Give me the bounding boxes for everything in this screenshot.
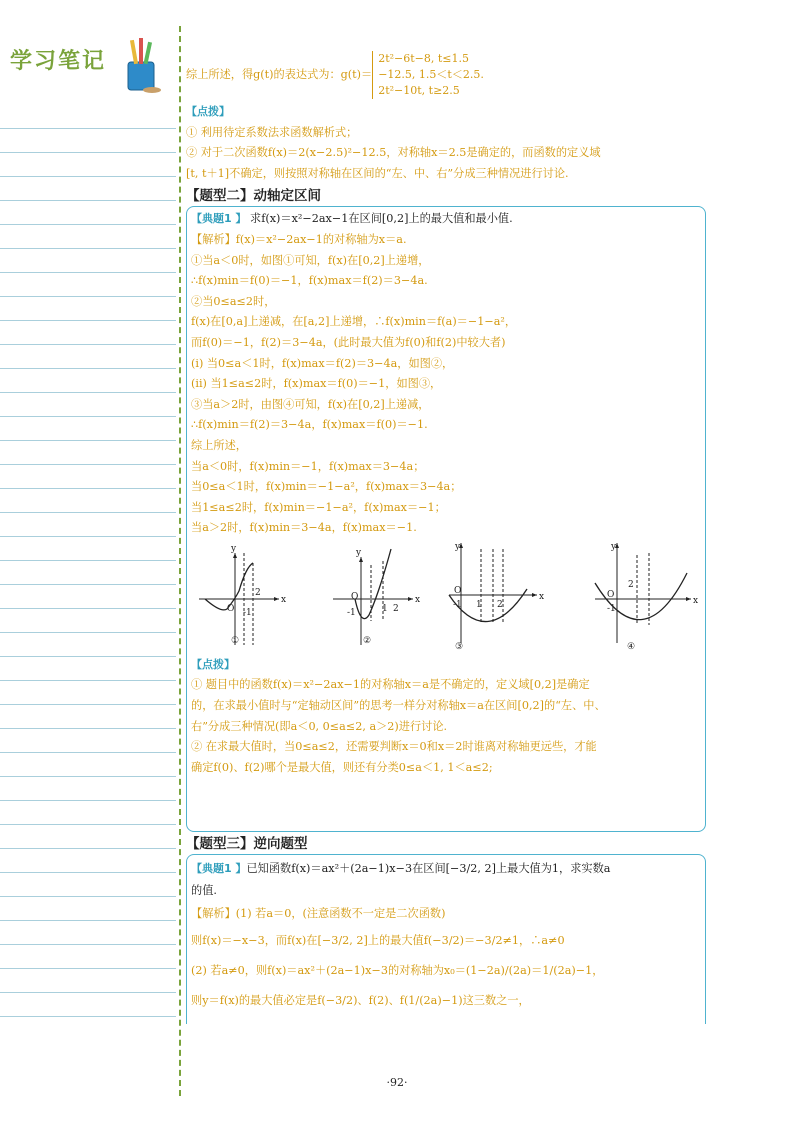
graph-2 (333, 548, 420, 646)
graph-3 (449, 543, 544, 652)
solution-line: f(x)在[0,a]上递减，在[a,2]上递增，∴f(x)min＝f(a)＝−1−a²， (191, 315, 517, 329)
solution-block (191, 230, 701, 539)
tip-label: 【点拨】 (186, 105, 230, 118)
axis-y-label: y (231, 543, 237, 554)
solution-line: (i) 当0≤a＜1时，f(x)max＝f(2)＝3−4a，如图②， (191, 356, 454, 370)
tip-line: 的，在求最小值时与“定轴动区间”的思考一样分对称轴x＝a在区间[0,2]的“左、中、 (191, 699, 606, 713)
piecewise-cases (372, 51, 480, 99)
solution-line: (2) 若a≠0，则f(x)＝ax²＋(2a−1)x−3的对称轴为x₀＝(1−2a)/(2a)＝1/(2a)−1， (191, 963, 604, 977)
tip-1: ① 利用待定系数法求函数解析式； (186, 125, 358, 139)
origin-label: O (607, 589, 615, 600)
summary-prefix: 综上所述，得g(t)的表达式为：g(t)＝ (186, 68, 373, 81)
margin-divider (179, 26, 181, 1096)
tip-2b: [t, t＋1]不确定，则按照对称轴在区间的“左、中、右”分成三种情况进行讨论. (186, 166, 569, 180)
example-text: 已知函数f(x)＝ax²＋(2a−1)x−3在区间[−3/2, 2]上最大值为1，求实数a (246, 862, 611, 876)
solution-line: 则f(x)＝−x−3，而f(x)在[−3/2, 2]上的最大值f(−3/2)＝−3/2≠1，∴a≠0 (191, 933, 565, 947)
tick-label: 2 (255, 587, 261, 598)
example-text-2: 的值. (191, 884, 217, 898)
section-3-heading: 【题型三】逆向题型 (186, 836, 308, 853)
section-2-box (186, 206, 706, 832)
tick-label: -1 (243, 607, 252, 618)
solution-line: 综上所述， (191, 438, 247, 452)
solution-line: ①当a＜0时，如图①可知，f(x)在[0,2]上递增， (191, 253, 430, 267)
solution-line: 当a＞2时，f(x)min＝3−4a，f(x)max＝−1. (191, 521, 417, 535)
tick-label: 1 (476, 599, 482, 610)
solution-line: ③当a＞2时，由图④可知，f(x)在[0,2]上递减， (191, 397, 430, 411)
tip-line: 右”分成三种情况(即a＜0, 0≤a≤2, a＞2)进行讨论. (191, 719, 448, 733)
tick-label: 2 (497, 599, 503, 610)
origin-label: O (454, 585, 462, 596)
axis-x-label: x (415, 594, 421, 605)
pencil-cup-icon (118, 36, 164, 94)
solution-line: 当1≤a≤2时，f(x)min＝−1−a²，f(x)max＝−1； (191, 500, 446, 514)
tip-2a: ② 对于二次函数f(x)＝2(x−2.5)²−12.5，对称轴x＝2.5是确定的，而函数的定义域 (186, 146, 601, 160)
graphs-row (191, 543, 701, 653)
page-number: ·92· (386, 1076, 408, 1089)
section-3-box (186, 854, 706, 1024)
example-label: 【典题1 】 (191, 212, 247, 226)
cases-suffix: . (480, 68, 484, 81)
tick-label: -1 (607, 603, 616, 614)
case-2: −12.5, 1.5＜t＜2.5 (378, 68, 481, 81)
tip-line: ① 题目中的函数f(x)＝x²−2ax−1的对称轴x＝a是不确定的，定义域[0,2]是确定 (191, 678, 590, 692)
section-2-heading: 【题型二】动轴定区间 (186, 188, 321, 205)
solution-line: 【解析】f(x)＝x²−2ax−1的对称轴为x＝a. (191, 232, 407, 246)
tick-label: -1 (347, 607, 356, 618)
tick-label: 2 (393, 603, 399, 614)
solution-line: 而f(0)＝−1，f(2)＝3−4a，(此时最大值为f(0)和f(2)中较大者) (191, 335, 506, 349)
tick-label: 2 (628, 579, 634, 590)
notes-margin (0, 0, 180, 1122)
tip-line: ② 在求最大值时，当0≤a≤2，还需要判断x＝0和x＝2时谁离对称轴更远些，才能 (191, 740, 597, 754)
solution-line: 【解析】(1) 若a＝0，(注意函数不一定是二次函数) (191, 906, 446, 920)
solution-line: ∴f(x)min＝f(0)＝−1，f(x)max＝f(2)＝3−4a. (191, 274, 428, 288)
graph-3-label: ③ (455, 641, 464, 652)
summary-line (186, 48, 706, 102)
origin-label: O (351, 591, 359, 602)
axis-x-label: x (281, 594, 287, 605)
tip-line: 确定f(0)、f(2)哪个是最大值，则还有分类0≤a＜1, 1＜a≤2; (191, 760, 493, 774)
axis-y-label: y (356, 547, 362, 558)
graph-1-label: ① (231, 635, 240, 646)
main-content (186, 48, 706, 1024)
solution-line: (ii) 当1≤a≤2时，f(x)max＝f(0)＝−1，如图③， (191, 377, 442, 391)
axis-x-label: x (539, 591, 545, 602)
tick-label: -1 (453, 599, 462, 610)
tips-block (191, 675, 701, 778)
origin-label: O (227, 603, 235, 614)
notes-title: 学习笔记 (10, 49, 107, 74)
solution-line: 当0≤a＜1时，f(x)min＝−1−a²，f(x)max＝3−4a； (191, 480, 462, 494)
axis-x-label: x (693, 595, 699, 606)
graph-4 (595, 543, 698, 652)
case-1: 2t²−6t−8, t≤1.5 (378, 52, 470, 65)
tip-label: 【点拨】 (191, 657, 235, 671)
solution-line: 当a＜0时，f(x)min＝−1，f(x)max＝3−4a； (191, 459, 425, 473)
example-text: 求f(x)＝x²−2ax−1在区间[0,2]上的最大值和最小值. (246, 212, 513, 226)
example-1-line (191, 857, 701, 881)
graph-1 (199, 544, 286, 646)
graph-4-label: ④ (627, 641, 636, 652)
graphs-figure (191, 543, 701, 653)
solution-line: 则y＝f(x)的最大值必定是f(−3/2)、f(2)、f(1/(2a)−1)这三数之一， (191, 993, 530, 1007)
example-1-line (191, 209, 701, 230)
graph-2-label: ② (363, 635, 372, 646)
solution-block (191, 902, 701, 1016)
example-label: 【典题1 】 (191, 862, 247, 876)
solution-line: ∴f(x)min＝f(2)＝3−4a，f(x)max＝f(0)＝−1. (191, 418, 428, 432)
tick-label: 1 (382, 603, 388, 614)
axis-y-label: y (611, 542, 617, 552)
solution-line: ②当0≤a≤2时， (191, 294, 276, 308)
axis-y-label: y (455, 542, 461, 552)
case-3: 2t²−10t, t≥2.5 (378, 84, 460, 97)
